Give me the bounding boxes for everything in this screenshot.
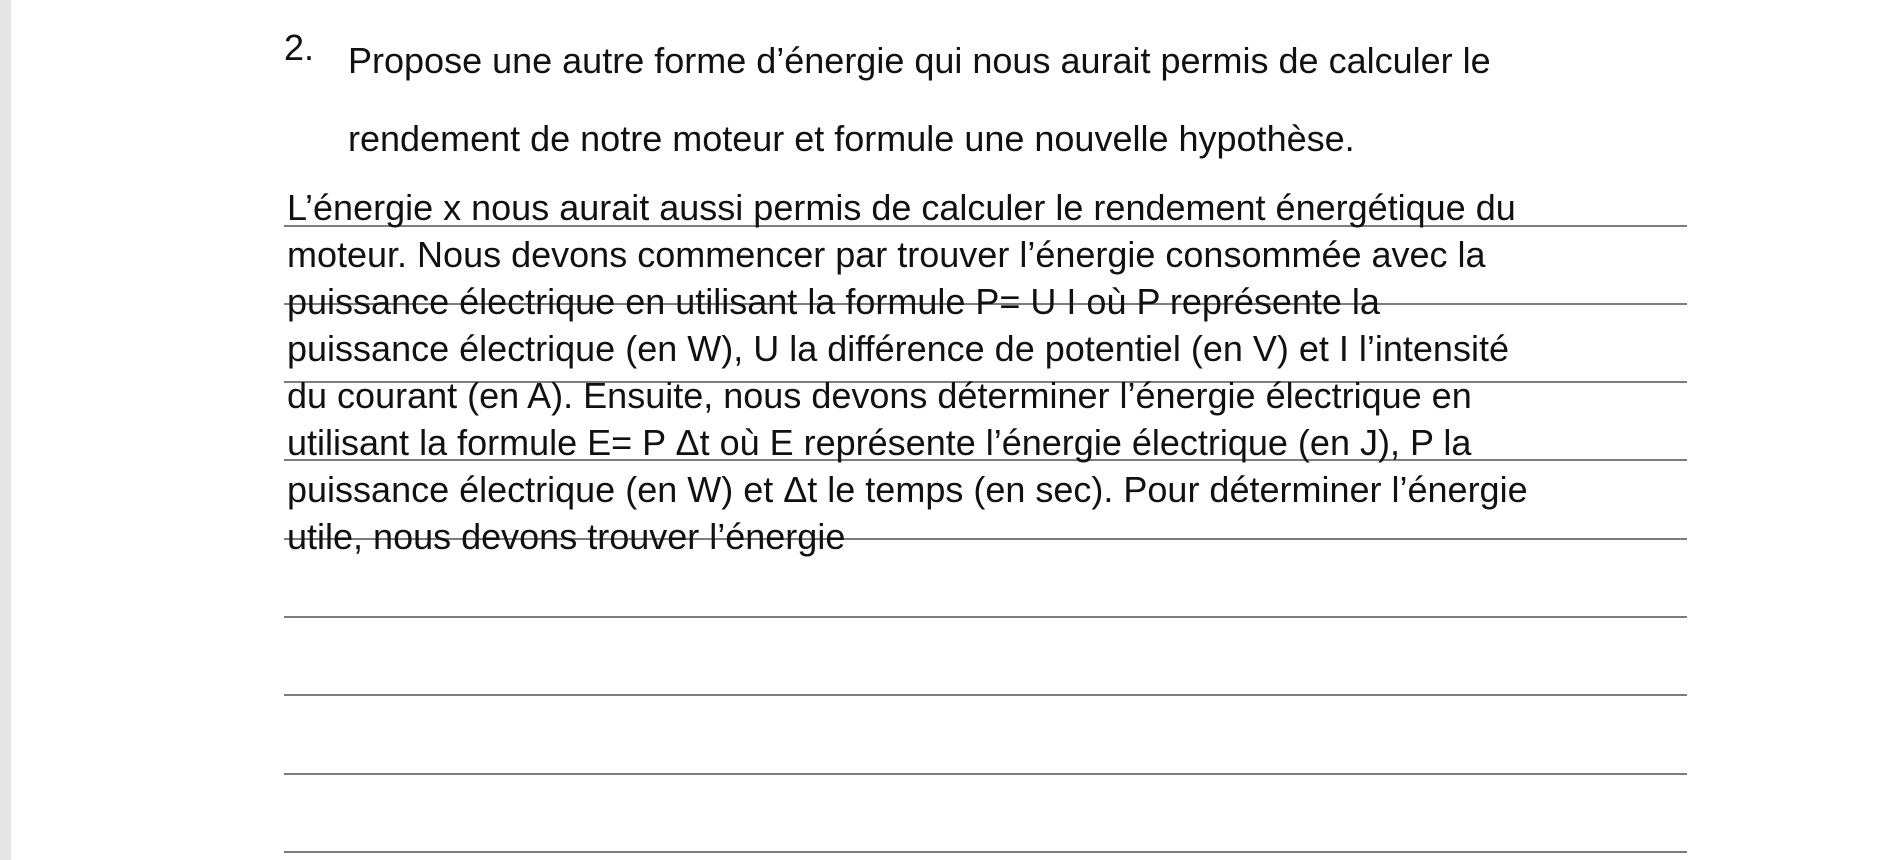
answer-line: puissance électrique (en W), U la différence de potentiel (en V) et I l’intensité [287,328,1509,369]
answer-line: utilisant la formule E= P Δt où E représente l’énergie électrique (en J), P la [287,422,1472,463]
writing-line [284,773,1687,775]
question-number: 2. [284,27,315,68]
question-text-line: rendement de notre moteur et formule une nouvelle hypothèse. [348,118,1355,159]
answer-line: puissance électrique (en W) et Δt le temps (en sec). Pour déterminer l’énergie [287,469,1528,510]
writing-line [284,616,1687,618]
answer-line: du courant (en A). Ensuite, nous devons déterminer l’énergie électrique en [287,375,1472,416]
question-text [348,22,1688,178]
answer-line: L’énergie x nous aurait aussi permis de calculer le rendement énergétique du [287,187,1516,228]
question-text-line: Propose une autre forme d’énergie qui nous aurait permis de calculer le [348,40,1491,81]
writing-line [284,851,1687,853]
answer-line: puissance électrique en utilisant la formule P= U I où P représente la [287,281,1380,322]
writing-line [284,694,1687,696]
answer-text[interactable] [287,184,1687,560]
answer-line: moteur. Nous devons commencer par trouver l’énergie consommée avec la [287,234,1486,275]
answer-line: utile, nous devons trouver l’énergie [287,516,846,557]
